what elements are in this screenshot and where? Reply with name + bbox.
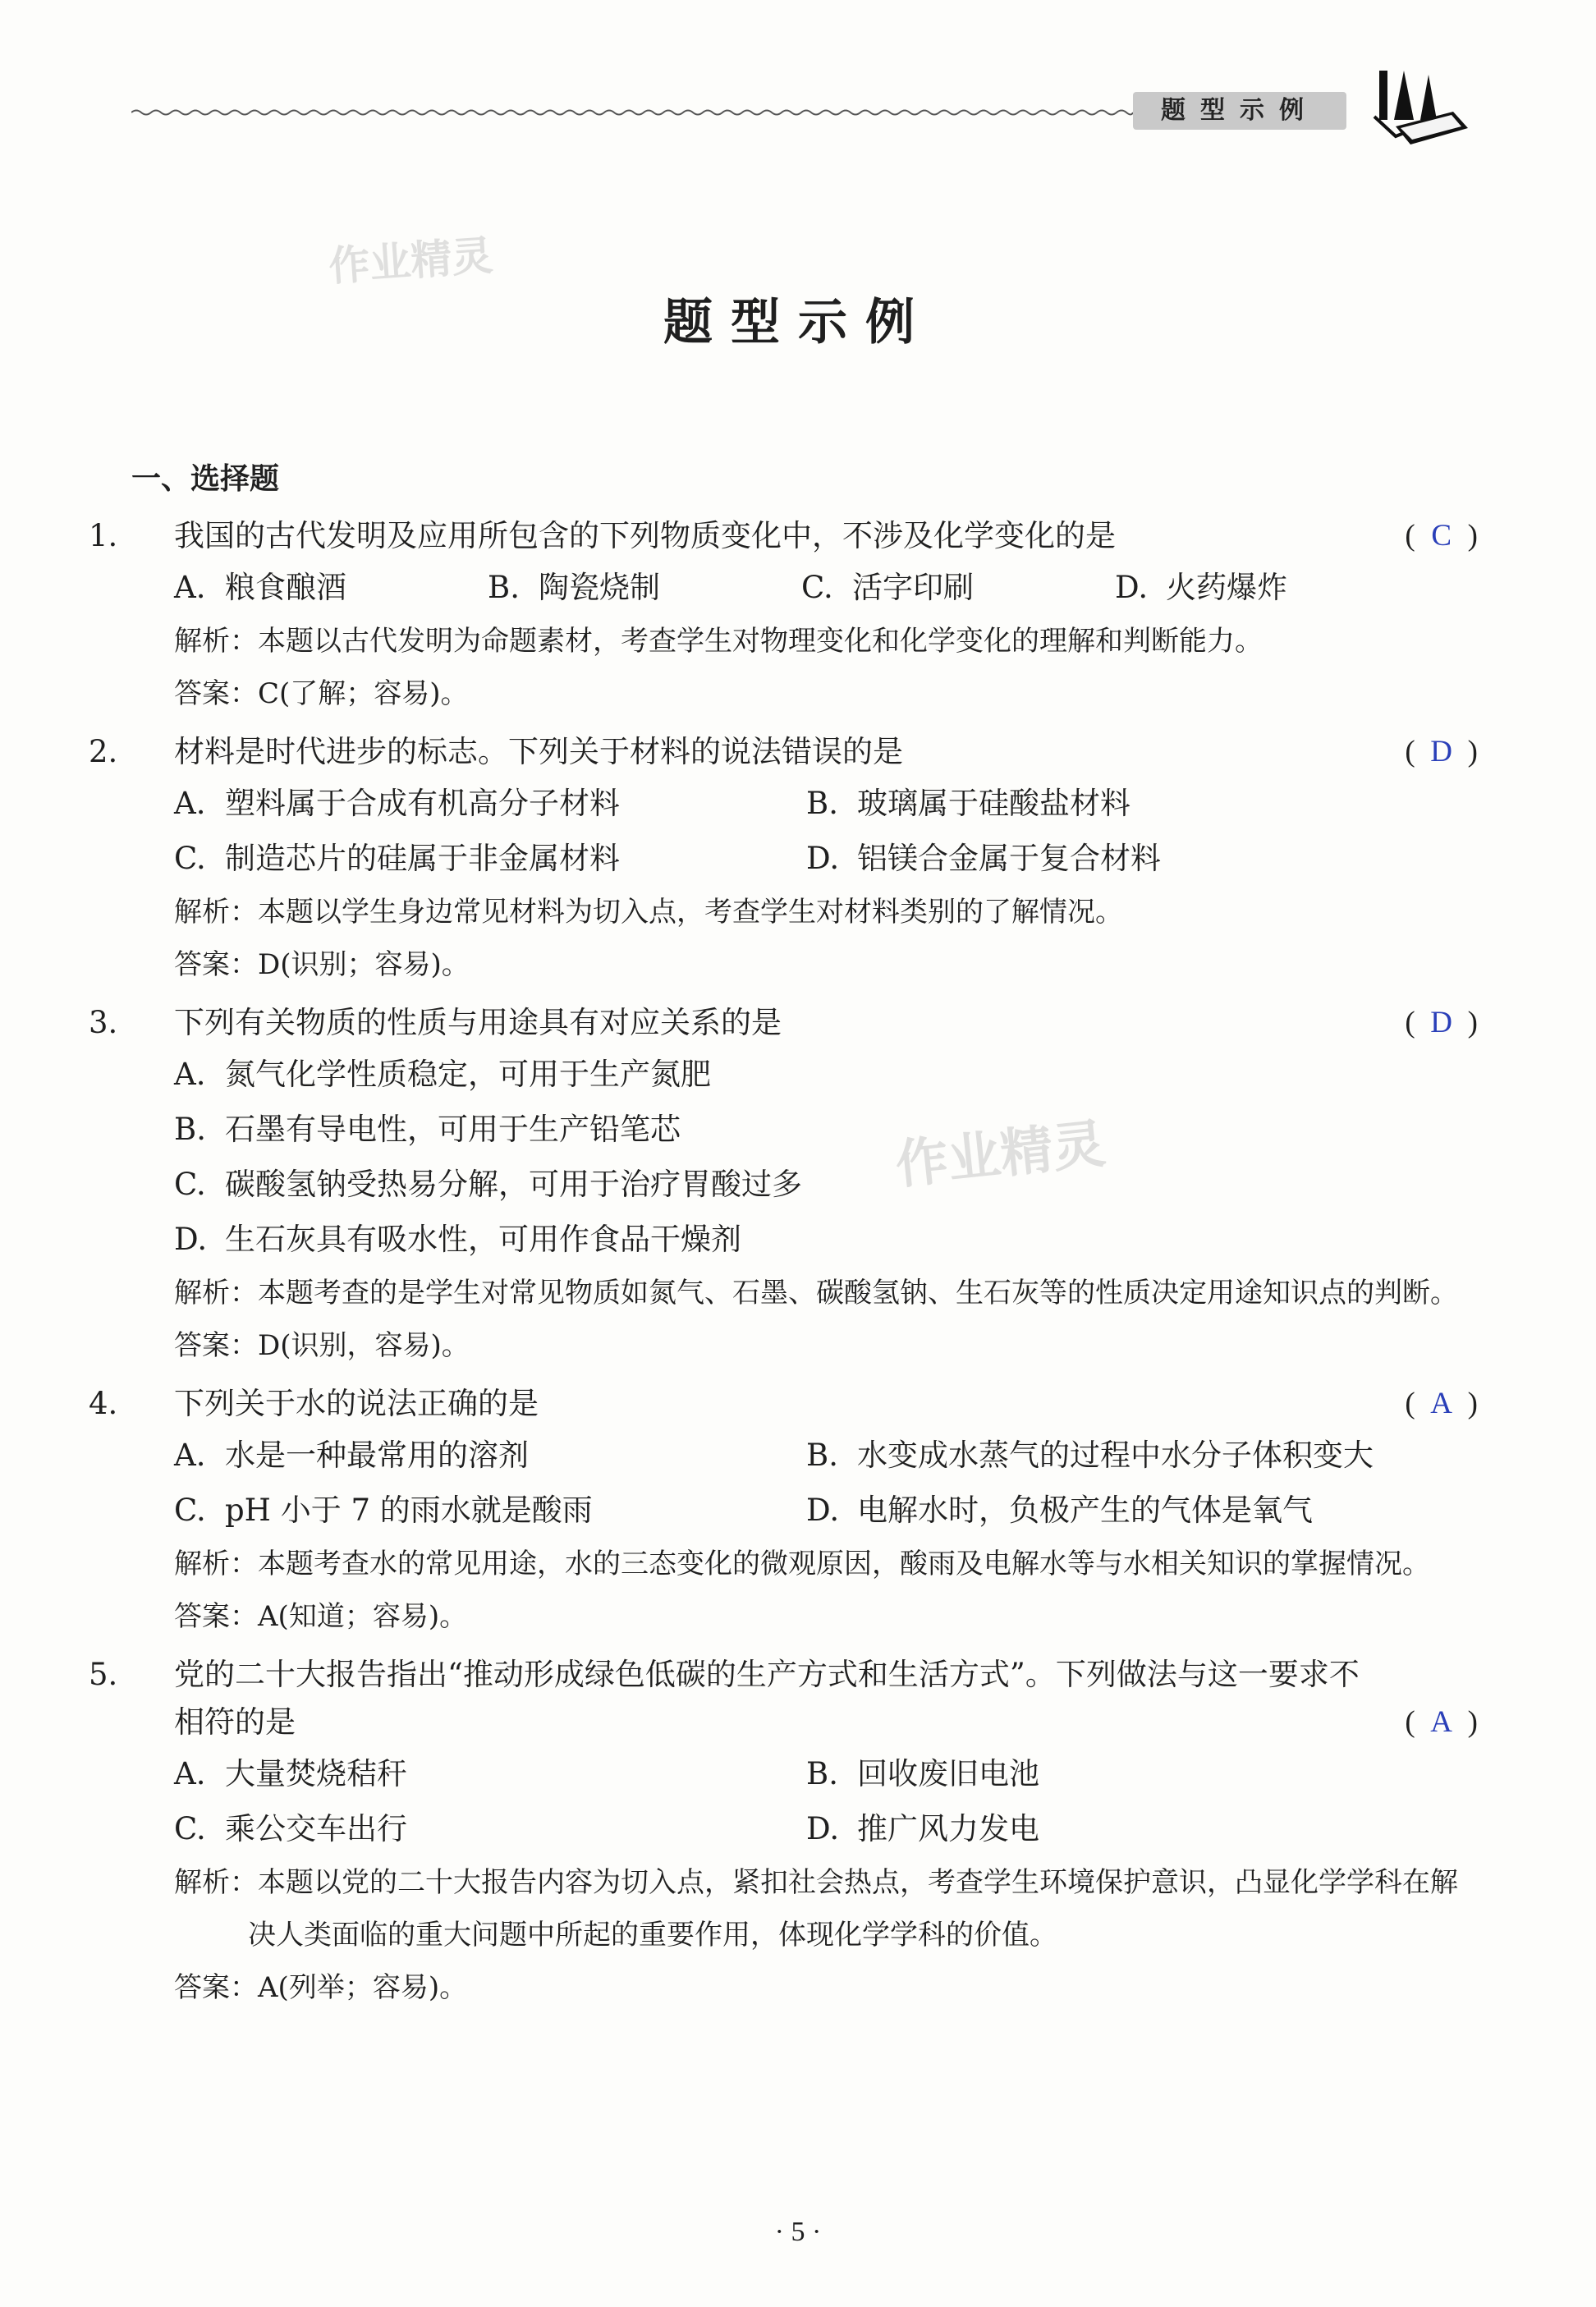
question-item [89,1651,1478,2014]
section-tab-label: 题型示例 [1133,92,1346,130]
question-stem: 我国的古代发明及应用所包含的下列物质变化中，不涉及化学变化的是 [174,518,1116,553]
question-stem: 党的二十大报告指出“推动形成绿色低碳的生产方式和生活方式”。下列做法与这一要求不相符的是 [174,1657,1360,1740]
question-item [89,1380,1478,1643]
question-stem-row [89,1651,1478,1746]
answer-letter: D [1430,1006,1453,1039]
answer-note: 答案：D(识别；容易)。 [174,948,470,981]
explanation-block [131,1538,1478,1643]
question-item [89,999,1478,1372]
option-item: D. 推广风力发电 [806,1811,1039,1846]
explanation-text: 解析：本题以党的二十大报告内容为切入点，紧扣社会热点，考查学生环境保护意识，凸显化学学科在解决人类面临的重大问题中所起的重要作用，体现化学学科的价值。 [174,1866,1458,1952]
options [131,1746,1478,1856]
option-item: A. 大量焚烧秸秆 [174,1756,407,1791]
answer-note: 答案：C(了解；容易)。 [174,677,469,710]
option-item: C. 乘公交车出行 [174,1811,407,1846]
question-stem-row [89,512,1478,560]
question-stem-row [89,999,1478,1047]
answer-bracket: ( D ) [1371,999,1478,1047]
explanation-text: 解析：本题以学生身边常见材料为切入点，考查学生对材料类别的了解情况。 [174,896,1123,929]
explanation-block [131,886,1478,991]
question-stem-row [89,1380,1478,1428]
option-item: C. 碳酸氢钠受热易分解，可用于治疗胃酸过多 [174,1167,802,1202]
option-item: B. 水变成水蒸气的过程中水分子体积变大 [806,1438,1374,1473]
answer-letter: C [1431,519,1452,553]
option-item: B. 石墨有导电性，可用于生产铅笔芯 [174,1112,681,1147]
answer-letter: A [1430,1387,1453,1420]
watermark-text: 作业精灵 [327,232,495,291]
question-number: 1. [89,518,118,553]
option-item: A. 塑料属于合成有机高分子材料 [174,786,620,821]
options [131,1428,1478,1538]
explanation-block [131,615,1478,720]
option-item: C. pH 小于 7 的雨水就是酸雨 [174,1493,593,1528]
options [131,776,1478,886]
answer-bracket: ( A ) [1371,1380,1478,1428]
option-item: A. 粮食酿酒 [174,570,346,605]
option-item: D. 电解水时，负极产生的气体是氧气 [806,1493,1313,1528]
explanation-block [131,1856,1478,2014]
option-item: D. 生石灰具有吸水性，可用作食品干燥剂 [174,1222,741,1257]
question-number: 3. [89,1005,118,1040]
option-item: A. 氮气化学性质稳定，可用于生产氮肥 [174,1057,711,1092]
question-stem: 下列关于水的说法正确的是 [174,1386,539,1421]
question-stem: 材料是时代进步的标志。下列关于材料的说法错误的是 [174,734,903,769]
question-number: 2. [89,734,118,769]
question-number: 4. [89,1386,118,1421]
question-item [89,512,1478,720]
explanation-text: 解析：本题考查水的常见用途，水的三态变化的微观原因，酸雨及电解水等与水相关知识的掌握情况。 [174,1548,1430,1580]
option-item: C. 活字印刷 [801,570,974,605]
answer-letter: A [1430,1705,1453,1739]
explanation-text: 解析：本题以古代发明为命题素材，考查学生对物理变化和化学变化的理解和判断能力。 [174,625,1263,658]
explanation-block [131,1267,1478,1372]
question-number: 5. [89,1657,118,1692]
question-stem: 下列有关物质的性质与用途具有对应关系的是 [174,1005,782,1040]
option-item: B. 回收废旧电池 [806,1756,1039,1791]
page-title: 题型示例 [663,294,933,351]
options [131,560,1478,615]
question-item [89,728,1478,991]
watermark-text: 作业精灵 [892,1113,1108,1197]
answer-bracket: ( D ) [1371,728,1478,776]
answer-note: 答案：A(知道；容易)。 [174,1600,468,1633]
answer-note: 答案：A(列举；容易)。 [174,1971,468,2004]
decorative-wavy-rule [131,107,1133,118]
page-header [0,0,1596,164]
option-item: B. 陶瓷烧制 [488,570,660,605]
explanation-text: 解析：本题考查的是学生对常见物质如氮气、石墨、碳酸氢钠、生石灰等的性质决定用途知识点的判断。 [174,1277,1458,1309]
options [131,1047,1478,1267]
page-number: · 5 · [774,2217,822,2247]
answer-bracket: ( C ) [1371,512,1478,560]
option-item: A. 水是一种最常用的溶剂 [174,1438,529,1473]
option-item: D. 铝镁合金属于复合材料 [806,841,1161,876]
option-item: C. 制造芯片的硅属于非金属材料 [174,841,620,876]
book-pen-logo-icon [1371,62,1470,153]
answer-bracket: ( A ) [1371,1699,1478,1746]
option-item: B. 玻璃属于硅酸盐材料 [806,786,1130,821]
question-stem-row [89,728,1478,776]
answer-letter: D [1430,735,1453,768]
question-content [89,456,1478,2022]
section-heading: 一、选择题 [131,462,280,496]
answer-note: 答案：D(识别，容易)。 [174,1329,470,1362]
option-item: D. 火药爆炸 [1115,570,1287,605]
